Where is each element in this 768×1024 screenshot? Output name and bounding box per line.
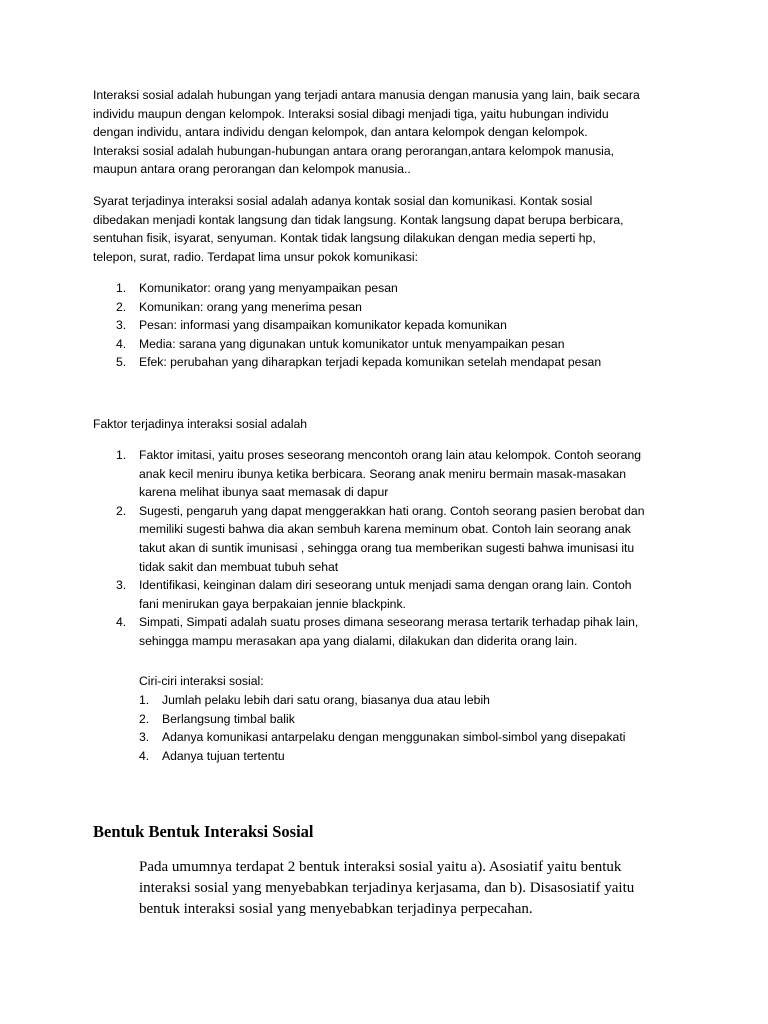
list-item-text: Adanya komunikasi antarpelaku dengan menggunakan simbol-simbol yang disepakati <box>162 730 626 745</box>
list-number: 3. <box>139 730 150 745</box>
list-number: 1. <box>116 281 127 295</box>
list-number: 1. <box>116 448 127 462</box>
section-heading: Bentuk Bentuk Interaksi Sosial <box>93 822 314 841</box>
list-item <box>116 353 602 372</box>
text-line: interaksi sosial yang menyebabkan terjadinya kerjasama, dan b). Disasosiatif yaitu <box>139 880 635 896</box>
list-item-text: Berlangsung timbal balik <box>162 711 295 726</box>
list-item <box>139 710 625 729</box>
text-line: Interaksi sosial adalah hubungan-hubungan antara orang perorangan,antara kelompok manusia, <box>93 143 615 158</box>
list-number: 5. <box>116 355 127 370</box>
list-item-text: fani menirukan gaya berpakaian jennie blackpink. <box>139 596 406 611</box>
text-line: Syarat terjadinya interaksi sosial adalah adanya kontak sosial dan komunikasi. Kontak sosial <box>93 194 593 208</box>
text-line: dibedakan menjadi kontak langsung dan tidak langsung. Kontak langsung dapat berupa berbicara, <box>93 212 624 227</box>
list-number: 4. <box>116 336 127 351</box>
list-item-text: sehingga mampu merasakan apa yang dialami, dilakukan dan diderita orang lain. <box>139 633 578 648</box>
list-item <box>116 279 601 298</box>
paragraph-bentuk <box>139 857 634 920</box>
list-item <box>116 613 644 650</box>
list-item-text: Pesan: informasi yang disampaikan komunikator kepada komunikan <box>139 318 507 333</box>
list-item-text: Adanya tujuan tertentu <box>162 748 285 763</box>
list-item-text: anak kecil meniru ibunya ketika berbicara. Seorang anak meniru bermain masak-masakan <box>139 466 627 481</box>
unsur-komunikasi-list <box>116 279 602 372</box>
text-line: Interaksi sosial adalah hubungan yang terjadi antara manusia dengan manusia yang lain, baik secara <box>93 88 640 102</box>
list-item <box>116 502 645 576</box>
list-number: 4. <box>116 615 127 630</box>
list-item-text: Media: sarana yang digunakan untuk komunikator untuk menyampaikan pesan <box>139 336 565 351</box>
text-line: bentuk interaksi sosial yang menyebabkan terjadinya perpecahan. <box>139 901 533 917</box>
list-item-text: Komunikan: orang yang menerima pesan <box>139 299 362 314</box>
list-item-text: Faktor imitasi, yaitu proses seseorang mencontoh orang lain atau kelompok. Contoh seorang <box>139 448 641 462</box>
list-item <box>116 335 601 354</box>
list-number: 3. <box>116 318 127 333</box>
list-item-text: tidak sakit dan membuat tubuh sehat <box>139 559 339 574</box>
text-line: maupun antara orang perorangan dan kelompok manusia.. <box>93 162 411 177</box>
list-number: 4. <box>139 748 150 763</box>
list-item <box>116 446 644 502</box>
list-item-text: takut akan di suntik imunisasi , sehingga orang tua memberikan sugesti bahwa imunisasi itu <box>139 540 635 555</box>
text-line: telepon, surat, radio. Terdapat lima unsur pokok komunikasi: <box>93 249 418 264</box>
faktor-intro: Faktor terjadinya interaksi sosial adalah <box>93 417 308 431</box>
text-line: sentuhan fisik, isyarat, senyuman. Kontak tidak langsung dilakukan dengan media seperti hp, <box>93 231 596 246</box>
list-item <box>116 576 644 613</box>
list-item <box>116 316 601 335</box>
text-line: individu maupun dengan kelompok. Interaksi sosial dibagi menjadi tiga, yaitu hubungan individu <box>93 106 609 121</box>
list-number: 2. <box>116 503 127 518</box>
list-item-text: Identifikasi, keinginan dalam diri seseorang untuk menjadi sama dengan orang lain. Contoh <box>139 578 632 593</box>
list-item-text: Jumlah pelaku lebih dari satu orang, biasanya dua atau lebih <box>162 693 490 707</box>
ciri-list <box>139 691 626 765</box>
list-number: 1. <box>139 693 150 707</box>
paragraph-syarat <box>93 192 693 266</box>
list-number: 2. <box>116 299 127 314</box>
text-line: Pada umumnya terdapat 2 bentuk interaksi sosial yaitu a). Asosiatif yaitu bentuk <box>139 859 622 875</box>
list-item-text: memiliki sugesti bahwa dia akan sembuh karena meminum obat. Contoh lain seorang anak <box>139 522 631 537</box>
ciri-intro: Ciri-ciri interaksi sosial: <box>139 674 264 688</box>
list-item <box>139 747 625 766</box>
list-item-text: Komunikator: orang yang menyampaikan pesan <box>139 281 398 295</box>
list-number: 2. <box>139 711 150 726</box>
list-item <box>139 728 626 747</box>
list-item-text: Simpati, Simpati adalah suatu proses dimana seseorang merasa tertarik terhadap pihak lain, <box>139 615 639 630</box>
list-number: 3. <box>116 578 127 593</box>
faktor-list <box>116 446 645 651</box>
paragraph-definition <box>93 86 693 179</box>
list-item-text: karena melihat ibunya saat memasak di dapur <box>139 485 389 500</box>
text-line: dengan individu, antara individu dengan kelompok, dan antara kelompok dengan kelompok. <box>93 125 588 140</box>
list-item-text: Sugesti, pengaruh yang dapat menggerakkan hati orang. Contoh seorang pasien berobat dan <box>139 503 645 518</box>
list-item <box>116 298 601 317</box>
list-item-text: Efek: perubahan yang diharapkan terjadi kepada komunikan setelah mendapat pesan <box>139 355 602 370</box>
list-item <box>139 691 625 710</box>
